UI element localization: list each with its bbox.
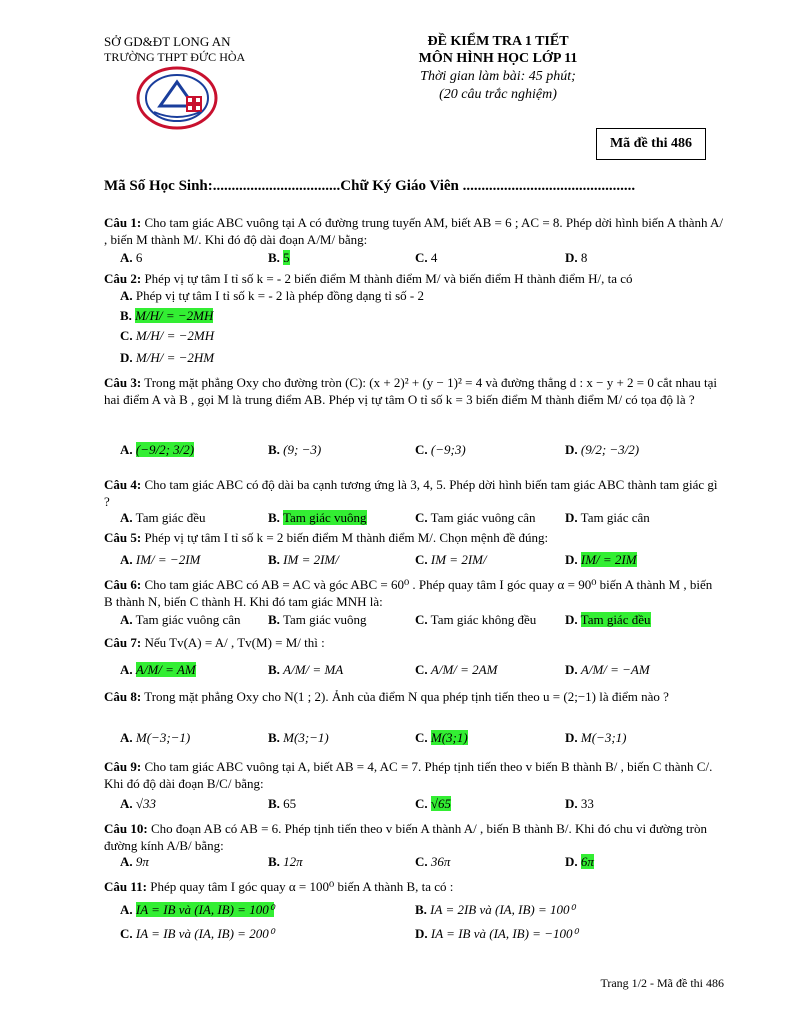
q11-option-b[interactable]: B. IA = 2IB và (IA, IB) = 100⁰	[415, 902, 575, 917]
question-10: Câu 10: Cho đoạn AB có AB = 6. Phép tịnh tiến theo v biến A thành A/ , biến B thành B/. Khi đó chu vi đường tròn đường kính A/B/ bằng:	[104, 821, 707, 853]
q2-option-a[interactable]: A. Phép vị tự tâm I tỉ số k = - 2 là phép đồng dạng tỉ số - 2	[120, 288, 424, 303]
q1-option-b[interactable]: B. 5	[268, 250, 290, 265]
q3-option-b[interactable]: B. (9; −3)	[268, 442, 322, 457]
q11-option-c[interactable]: C. IA = IB và (IA, IB) = 200⁰	[120, 926, 274, 941]
question-1	[104, 214, 724, 248]
exam-subject: MÔN HÌNH HỌC LỚP 11	[418, 51, 578, 66]
q10-option-a[interactable]: A. 9π	[120, 854, 149, 869]
q5-option-a[interactable]: A. IM/ = −2IM	[120, 552, 201, 567]
q10-option-b[interactable]: B. 12π	[268, 854, 303, 869]
question-5: Câu 5: Phép vị tự tâm I tỉ số k = 2 biến điểm M thành điểm M/. Chọn mệnh đề đúng:	[104, 530, 549, 545]
q8-option-c[interactable]: C. M(3;1)	[415, 730, 468, 745]
q4-option-a[interactable]: A. Tam giác đều	[120, 510, 206, 525]
q6-option-b[interactable]: B. Tam giác vuông	[268, 612, 367, 627]
q10-option-c[interactable]: C. 36π	[415, 854, 451, 869]
q4-option-c[interactable]: C. Tam giác vuông cân	[415, 510, 536, 525]
question-11: Câu 11: Phép quay tâm I góc quay α = 100⁰ biến A thành B, ta có :	[104, 879, 454, 894]
q7-option-c[interactable]: C. A/M/ = 2AM	[415, 662, 498, 677]
q8-option-d[interactable]: D. M(−3;1)	[565, 730, 627, 745]
question-6: Câu 6: Cho tam giác ABC có AB = AC và góc ABC = 60⁰ . Phép quay tâm I góc quay α = 90⁰ biến A thành M , biến B thành N, biến C thành H. Khi đó tam giác MNH là:	[104, 577, 713, 609]
q5-option-c[interactable]: C. IM = 2IM/	[415, 552, 487, 567]
q9-option-d[interactable]: D. 33	[565, 796, 594, 811]
exam-title: ĐỀ KIỂM TRA 1 TIẾT	[427, 34, 569, 49]
q8-option-a[interactable]: A. M(−3;−1)	[120, 730, 191, 745]
q1-option-c[interactable]: C. 4	[415, 250, 438, 265]
q4-option-d[interactable]: D. Tam giác cân	[565, 510, 650, 525]
q11-option-a[interactable]: A. IA = IB và (IA, IB) = 100⁰	[120, 902, 274, 917]
question-4: Câu 4: Cho tam giác ABC có độ dài ba cạnh tương ứng là 3, 4, 5. Phép dời hình biến tam giác ABC thành tam giác gì ?	[104, 477, 718, 509]
q3-option-a[interactable]: A. (−9/2; 3/2)	[120, 442, 195, 457]
q7-option-d[interactable]: D. A/M/ = −AM	[565, 662, 650, 677]
q9-option-b[interactable]: B. 65	[268, 796, 297, 811]
q1-option-a[interactable]: A. 6	[120, 250, 143, 265]
q6-option-c[interactable]: C. Tam giác không đều	[415, 612, 537, 627]
question-label: Câu 1:	[104, 215, 142, 230]
question-2: Câu 2: Phép vị tự tâm I tỉ số k = - 2 biến điểm M thành điểm M/ và biến điểm H thành điểm H/, ta có	[104, 271, 633, 286]
question-7: Câu 7: Nếu Tv(A) = A/ , Tv(M) = M/ thì :	[104, 635, 325, 650]
student-line: Mã Số Học Sinh:..................................Chữ Ký Giáo Viên ..............................................	[104, 178, 636, 194]
question-3: Câu 3: Trong mặt phẳng Oxy cho đường tròn (C): (x + 2)² + (y − 1)² = 4 và đường thẳng d : x − y + 2 = 0 cắt nhau tại hai điểm A và B , gọi M là trung điểm AB. Phép vị tự tâm O tỉ số k = 3 biến điểm M thành điểm M/ có tọa độ là ?	[104, 375, 718, 407]
exam-time: Thời gian làm bài: 45 phút;	[420, 69, 576, 84]
q6-option-d[interactable]: D. Tam giác đều	[565, 612, 651, 627]
q7-option-b[interactable]: B. A/M/ = MA	[268, 662, 344, 677]
q7-option-a[interactable]: A. A/M/ = AM	[120, 662, 196, 677]
exam-code-box: Mã đề thi 486	[596, 128, 706, 160]
q10-option-d[interactable]: D. 6π	[565, 854, 594, 869]
q8-option-b[interactable]: B. M(3;−1)	[268, 730, 329, 745]
page-footer: Trang 1/2 - Mã đề thi 486	[600, 976, 724, 990]
q2-option-b[interactable]: B. M/H/ = −2MH	[120, 308, 214, 323]
school-name: TRƯỜNG THPT ĐỨC HÒA	[104, 50, 246, 64]
question-text: Cho tam giác ABC vuông tại A có đường trung tuyến AM, biết AB = 6 ; AC = 8. Phép dời hình biến A thành A/ , biến M thành M/. Khi đó độ dài đoạn A/M/ bằng:	[104, 215, 724, 247]
q2-option-d[interactable]: D. M/H/ = −2HM	[120, 350, 215, 365]
department-name: SỞ GD&ĐT LONG AN	[104, 34, 231, 49]
exam-question-count: (20 câu trắc nghiệm)	[439, 87, 557, 102]
q6-option-a[interactable]: A. Tam giác vuông cân	[120, 612, 241, 627]
q9-option-a[interactable]: A. √33	[120, 796, 157, 811]
q5-option-d[interactable]: D. IM/ = 2IM	[565, 552, 637, 567]
q11-option-d[interactable]: D. IA = IB và (IA, IB) = −100⁰	[415, 926, 578, 941]
question-9: Câu 9: Cho tam giác ABC vuông tại A, biết AB = 4, AC = 7. Phép tịnh tiến theo v biến B thành B/ , biến C thành C/. Khi đó độ dài đoạn B/C/ bằng:	[104, 759, 713, 791]
q1-option-d[interactable]: D. 8	[565, 250, 588, 265]
q5-option-b[interactable]: B. IM = 2IM/	[268, 552, 339, 567]
q3-option-c[interactable]: C. (−9;3)	[415, 442, 466, 457]
question-8: Câu 8: Trong mặt phẳng Oxy cho N(1 ; 2). Ảnh của điểm N qua phép tịnh tiến theo u = (2;−1) là điểm nào ?	[104, 689, 669, 704]
q2-option-c[interactable]: C. M/H/ = −2MH	[120, 328, 215, 343]
q9-option-c[interactable]: C. √65	[415, 796, 452, 811]
q3-option-d[interactable]: D. (9/2; −3/2)	[565, 442, 640, 457]
school-logo-icon	[136, 66, 218, 130]
q4-option-b[interactable]: B. Tam giác vuông	[268, 510, 367, 525]
